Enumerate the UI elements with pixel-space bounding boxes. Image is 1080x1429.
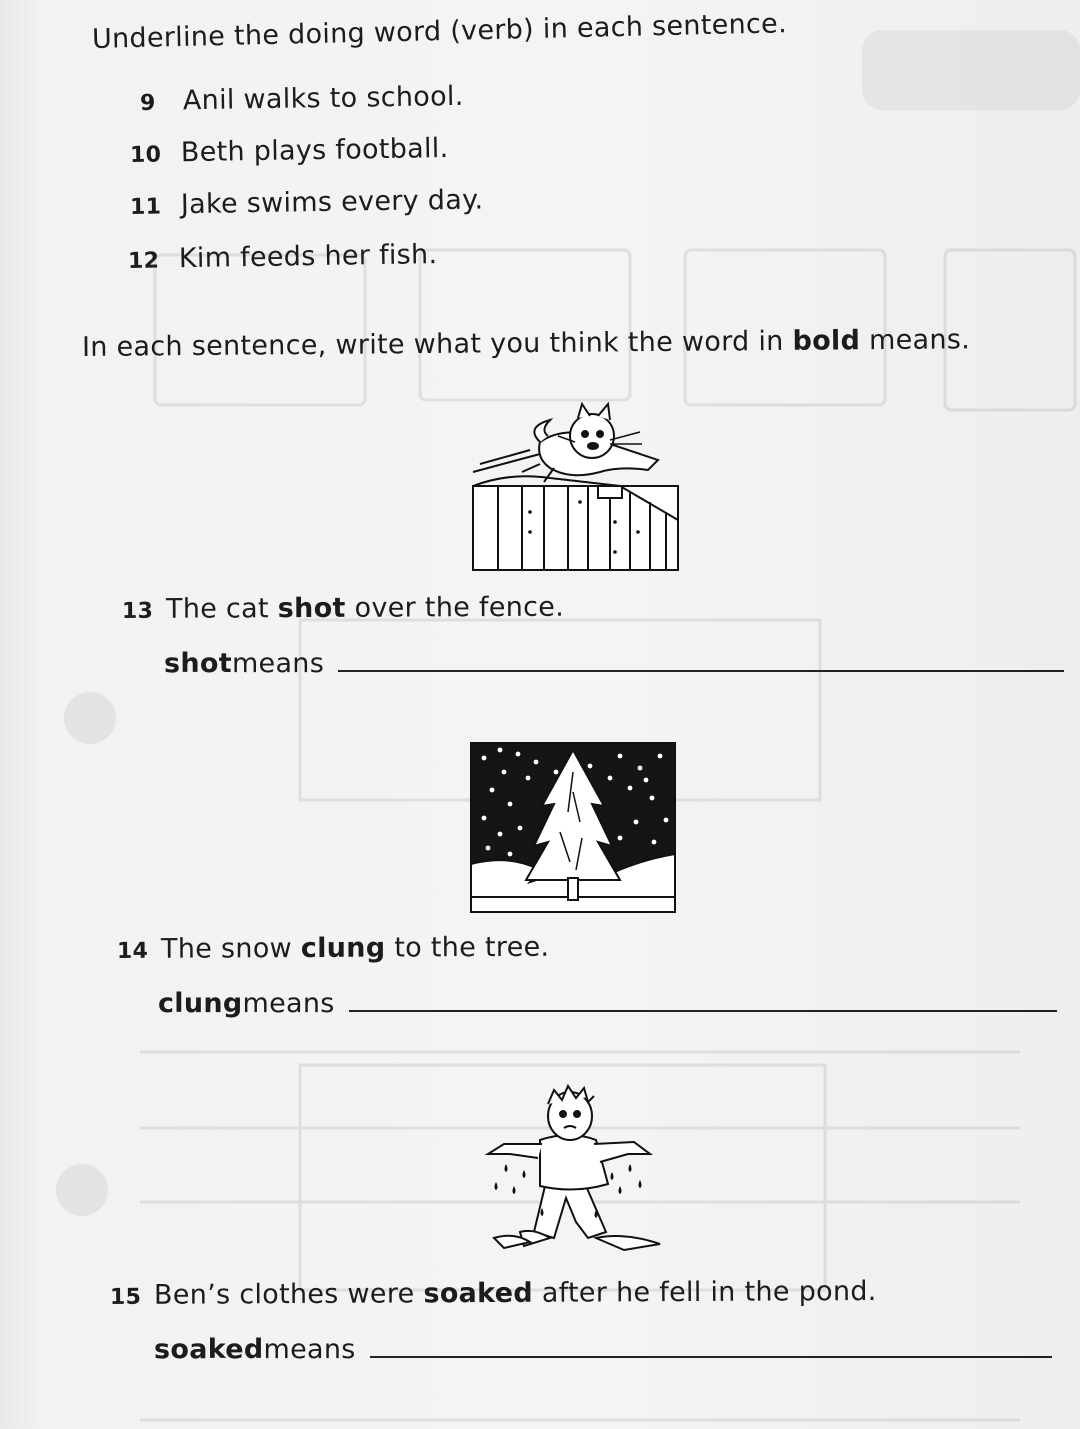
question-number: 15 [109, 1284, 142, 1310]
means-label: means [263, 1334, 356, 1365]
means-word: shot [164, 648, 232, 679]
means-label: means [242, 988, 335, 1019]
means-label: means [231, 648, 325, 679]
means-word: clung [158, 988, 243, 1019]
question-10 [130, 133, 449, 169]
cat-jumping-fence-icon [470, 402, 682, 574]
sentence-end: to the tree. [385, 931, 550, 964]
answer-row-15 [154, 1334, 1052, 1365]
question-12 [128, 239, 438, 275]
means-word: soaked [154, 1334, 264, 1365]
question-11 [130, 184, 484, 221]
question-13 [122, 592, 564, 625]
sentence-start: The cat [165, 593, 278, 625]
sentence-start: Ben’s clothes were [153, 1278, 424, 1311]
bold-word: clung [300, 932, 386, 965]
answer-line[interactable] [370, 1355, 1052, 1358]
question-number: 11 [129, 194, 162, 220]
snowy-tree-icon [470, 742, 676, 913]
bold-word: soaked [423, 1277, 533, 1310]
question-text: Kim feeds her fish. [178, 239, 438, 275]
verb-instruction: Underline the doing word (verb) in each sentence. [91, 8, 788, 55]
question-number: 14 [116, 938, 149, 964]
question-14 [117, 932, 550, 965]
question-number: 9 [139, 90, 156, 116]
question-number: 10 [129, 142, 162, 168]
meaning-instruction [82, 324, 970, 363]
question-text: Anil walks to school. [182, 80, 464, 117]
question-number: 13 [121, 598, 154, 624]
instruction-text: In each sentence, write what you think the word in [81, 325, 793, 363]
question-9 [140, 81, 464, 117]
question-text: Beth plays football. [180, 132, 449, 169]
answer-row-14 [158, 988, 1057, 1019]
answer-line[interactable] [338, 669, 1064, 672]
instruction-text-end: means. [860, 324, 971, 357]
bold-word: shot [277, 592, 346, 625]
wet-boy-icon [484, 1082, 664, 1256]
sentence-end: after he fell in the pond. [532, 1275, 877, 1309]
answer-line[interactable] [349, 1009, 1057, 1012]
sentence-end: over the fence. [345, 591, 565, 624]
answer-row-13 [164, 648, 1064, 679]
instruction-bold: bold [792, 325, 861, 357]
sentence-start: The snow [160, 933, 301, 965]
question-text: Jake swims every day. [180, 184, 484, 221]
question-15 [110, 1276, 877, 1311]
question-number: 12 [127, 248, 160, 274]
